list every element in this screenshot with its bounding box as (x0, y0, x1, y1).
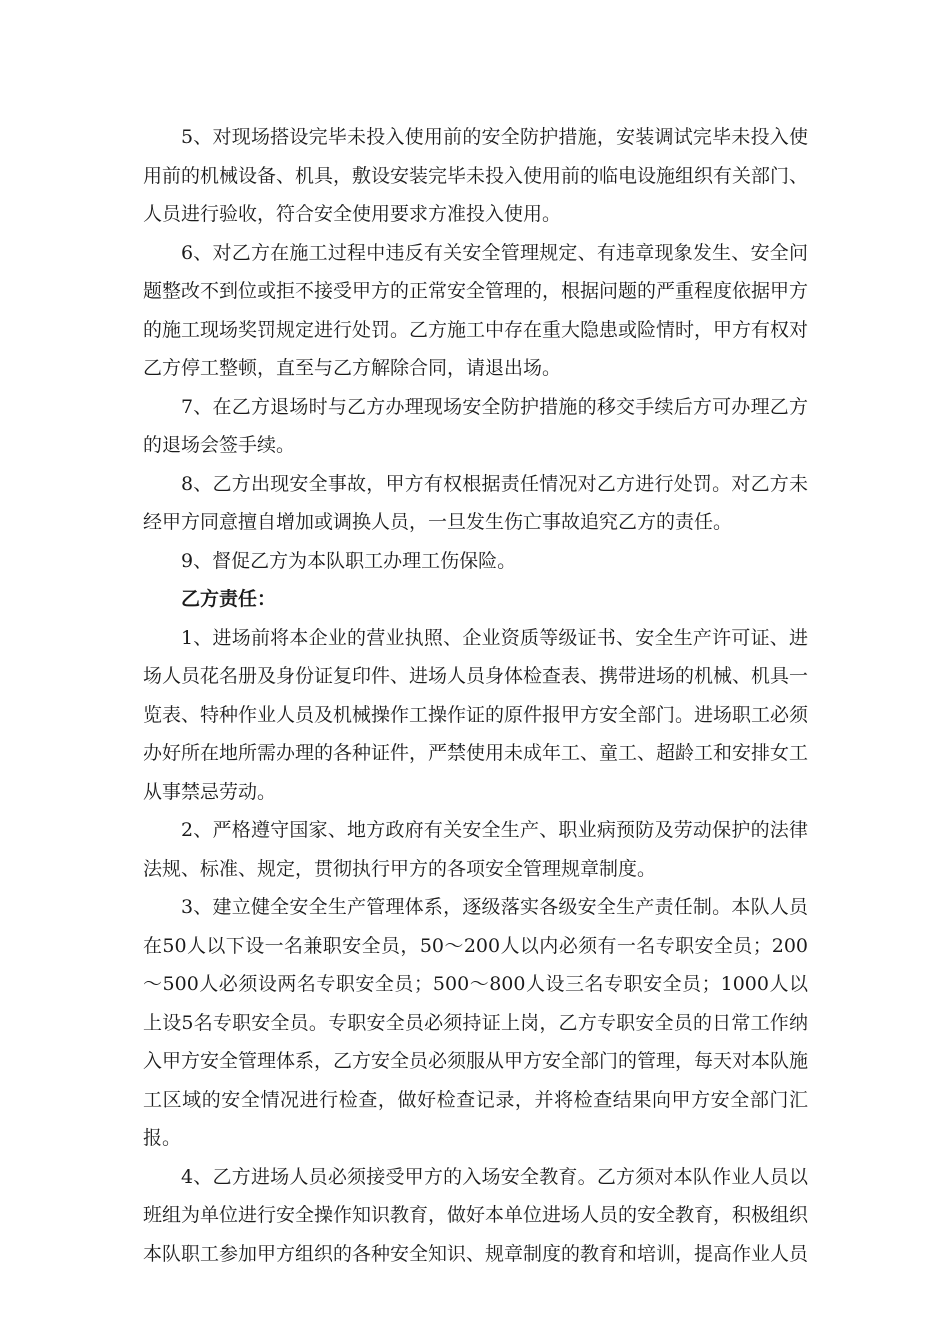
clause-paragraph: 5、对现场搭设完毕未投入使用前的安全防护措施，安装调试完毕未投入使用前的机械设备、机具，敷设安装完毕未投入使用前的临电设施组织有关部门、人员进行验收，符合安全使用要求方准投入使用。 (143, 126, 809, 225)
clause-paragraph: 4、乙方进场人员必须接受甲方的入场安全教育。乙方须对本队作业人员以班组为单位进行安全操作知识教育，做好本单位进场人员的安全教育，积极组织本队职工参加甲方组织的各种安全知识、规章制度的教育和培训，提高作业人员 (143, 1165, 809, 1265)
clause-paragraph: 9、督促乙方为本队职工办理工伤保险。 (181, 549, 517, 572)
document-body (143, 118, 808, 1273)
section-heading: 乙方责任： (181, 588, 277, 610)
clause-paragraph: 1、进场前将本企业的营业执照、企业资质等级证书、安全生产许可证、进场人员花名册及身份证复印件、进场人员身体检查表、携带进场的机械、机具一览表、特种作业人员及机械操作工操作证的原件报甲方安全部门。进场职工必须办好所在地所需办理的各种证件，严禁使用未成年工、童工、超龄工和安排女工从事禁忌劳动。 (143, 626, 809, 803)
clause-paragraph: 7、在乙方退场时与乙方办理现场安全防护措施的移交手续后方可办理乙方的退场会签手续。 (143, 395, 808, 456)
clause-paragraph: 8、乙方出现安全事故，甲方有权根据责任情况对乙方进行处罚。对乙方未经甲方同意擅自增加或调换人员，一旦发生伤亡事故追究乙方的责任。 (143, 472, 808, 533)
clause-paragraph: 3、建立健全安全生产管理体系，逐级落实各级安全生产责任制。本队人员在50人以下设一名兼职安全员，50～200人以内必须有一名专职安全员；200～500人必须设两名专职安全员；500～800人设三名专职安全员；1000人以上设5名专职安全员。专职安全员必须持证上岗，乙方专职安全员的日常工作纳入甲方安全管理体系，乙方安全员必须服从甲方安全部门的管理，每天对本队施工区域的安全情况进行检查，做好检查记录，并将检查结果向甲方安全部门汇报。 (143, 896, 809, 1149)
clause-paragraph: 6、对乙方在施工过程中违反有关安全管理规定、有违章现象发生、安全问题整改不到位或拒不接受甲方的正常安全管理的，根据问题的严重程度依据甲方的施工现场奖罚规定进行处罚。乙方施工中存在重大隐患或险情时，甲方有权对乙方停工整顿，直至与乙方解除合同，请退出场。 (143, 241, 809, 379)
clause-paragraph: 2、严格遵守国家、地方政府有关安全生产、职业病预防及劳动保护的法律法规、标准、规定，贯彻执行甲方的各项安全管理规章制度。 (143, 819, 808, 880)
